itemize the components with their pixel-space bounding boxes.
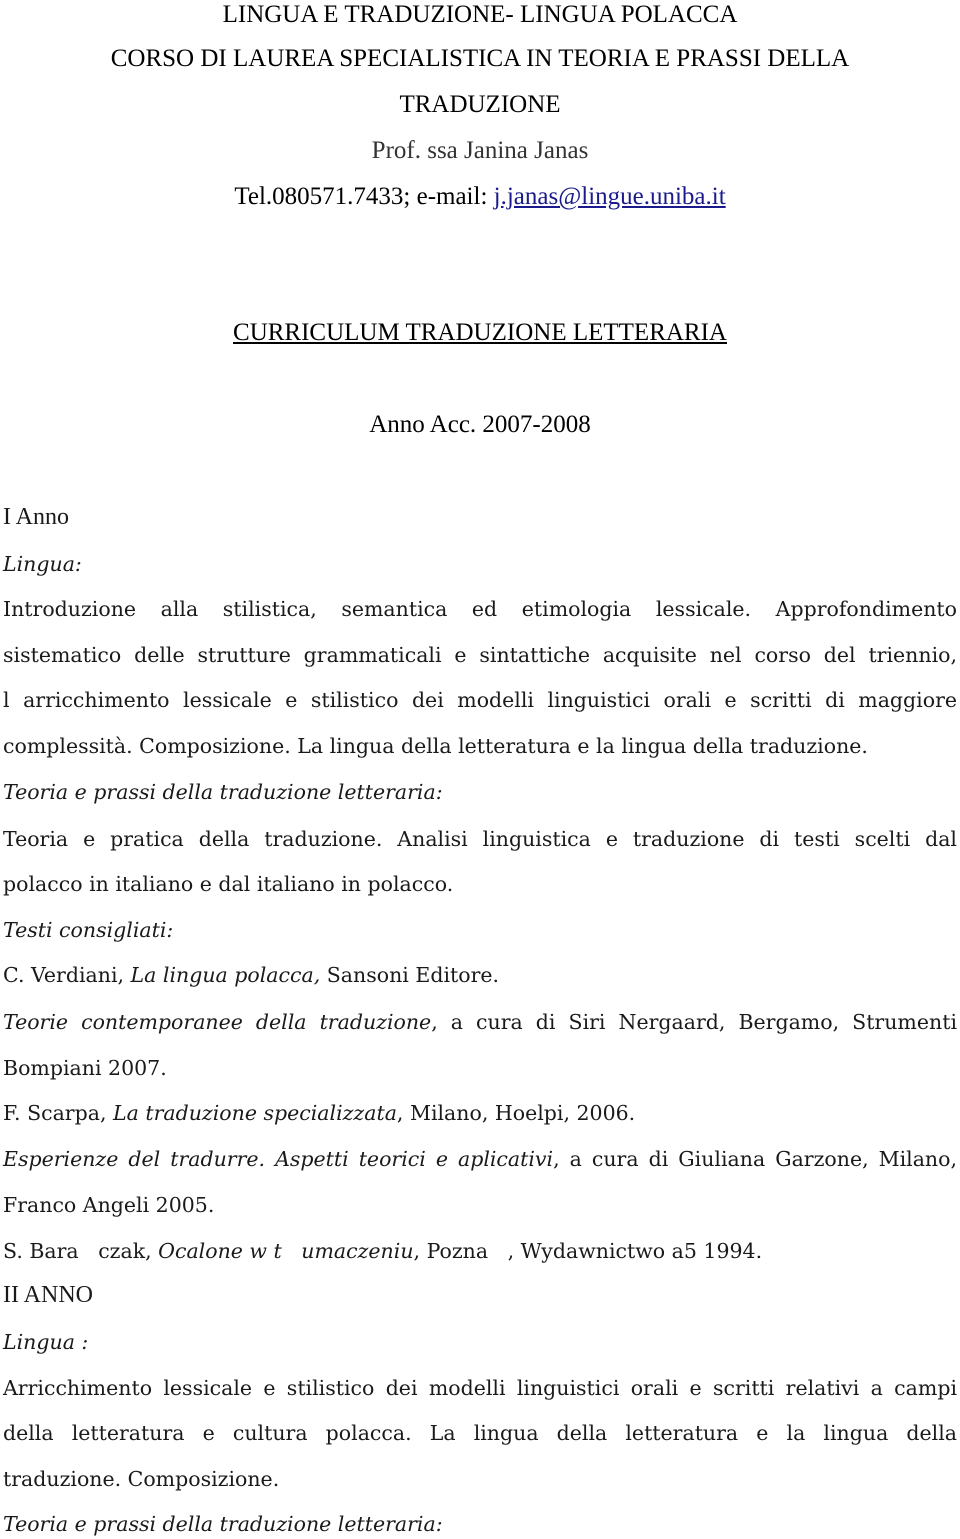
second-year-heading: II ANNO bbox=[3, 1282, 93, 1308]
first-year-lingua-label: Lingua: bbox=[3, 552, 82, 576]
book-title: La lingua polacca, bbox=[130, 963, 321, 987]
second-year-lingua-label: Lingua : bbox=[3, 1330, 89, 1354]
email-link[interactable]: j.janas@lingue.uniba.it bbox=[493, 183, 726, 210]
reference-continuation: Franco Angeli 2005. bbox=[3, 1193, 215, 1217]
degree-title-line1: CORSO DI LAUREA SPECIALISTICA IN TEORIA E PRASSI DELLA bbox=[110, 45, 850, 72]
degree-title-line2: TRADUZIONE bbox=[399, 91, 561, 118]
reference-item: Teorie contemporanee della traduzione, a cura di Siri Nergaard, Bergamo, Strumenti bbox=[3, 1010, 958, 1034]
reference-continuation: Bompiani 2007. bbox=[3, 1056, 167, 1080]
course-title: LINGUA E TRADUZIONE- LINGUA POLACCA bbox=[222, 1, 738, 28]
second-year-teoria-label: Teoria e prassi della traduzione letteraria: bbox=[3, 1512, 443, 1536]
reference-item: F. Scarpa, La traduzione specializzata, Milano, Hoelpi, 2006. bbox=[3, 1101, 636, 1125]
recommended-texts-label: Testi consigliati: bbox=[3, 918, 174, 942]
book-title: Teorie contemporanee della traduzione bbox=[3, 1010, 432, 1034]
phone-text: Tel.080571.7433; e-mail: bbox=[234, 183, 494, 210]
paragraph-line: sistematico delle strutture grammaticali e sintattiche acquisite nel corso del triennio, bbox=[3, 643, 957, 667]
paragraph-line: Introduzione alla stilistica, semantica ed etimologia lessicale. Approfondimento bbox=[3, 597, 957, 621]
paragraph-line: polacco in italiano e dal italiano in polacco. bbox=[3, 872, 454, 896]
reference-item: C. Verdiani, La lingua polacca, Sansoni Editore. bbox=[3, 963, 500, 987]
reference-item: Esperienze del tradurre. Aspetti teorici e aplicativi, a cura di Giuliana Garzone, Milano, bbox=[3, 1147, 957, 1171]
first-year-teoria-label: Teoria e prassi della traduzione letteraria: bbox=[3, 780, 443, 804]
first-year-heading: I Anno bbox=[3, 504, 69, 530]
paragraph-line: traduzione. Composizione. bbox=[3, 1467, 280, 1491]
paragraph-line: della letteratura e cultura polacca. La lingua della letteratura e la lingua della bbox=[3, 1421, 957, 1445]
professor-name: Prof. ssa Janina Janas bbox=[371, 137, 589, 164]
book-title: Esperienze del tradurre. Aspetti teorici e aplicativi bbox=[3, 1147, 554, 1171]
paragraph-line: l arricchimento lessicale e stilistico dei modelli linguistici orali e scritti di maggiore bbox=[3, 688, 957, 712]
book-title: La traduzione specializzata bbox=[113, 1101, 397, 1125]
paragraph-line: Arricchimento lessicale e stilistico dei modelli linguistici orali e scritti relativi a campi bbox=[3, 1376, 957, 1400]
reference-item: S. Bara czak, Ocalone w t umaczeniu, Pozna , Wydawnictwo a5 1994. bbox=[3, 1239, 763, 1263]
curriculum-title: CURRICULUM TRADUZIONE LETTERARIA bbox=[233, 319, 727, 346]
contact-line bbox=[0, 182, 960, 212]
academic-year: Anno Acc. 2007-2008 bbox=[369, 411, 591, 438]
paragraph-line: complessità. Composizione. La lingua della letteratura e la lingua della traduzione. bbox=[3, 734, 868, 758]
book-title: Ocalone w t umaczeniu bbox=[158, 1239, 414, 1263]
paragraph-line: Teoria e pratica della traduzione. Analisi linguistica e traduzione di testi scelti dal bbox=[3, 827, 957, 851]
